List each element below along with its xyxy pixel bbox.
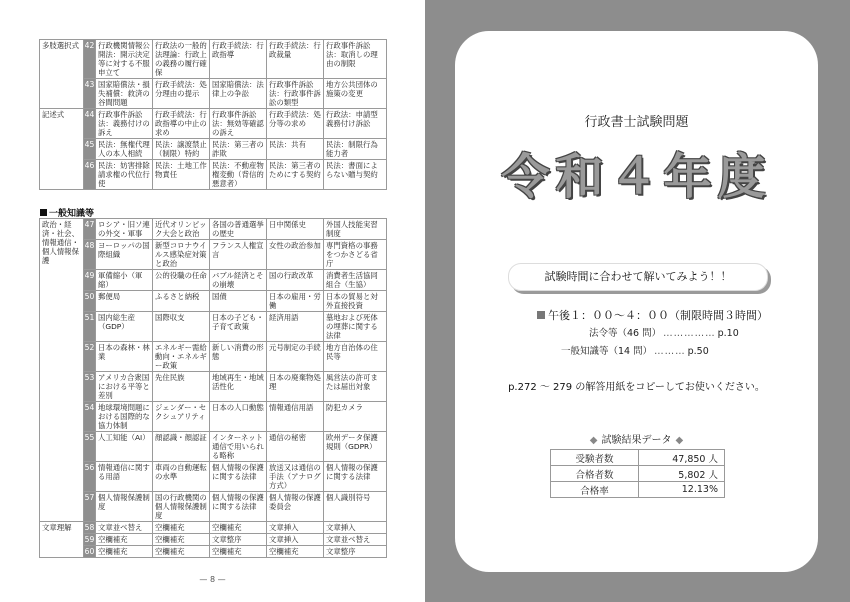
- result-label: 受験者数: [551, 450, 639, 466]
- topic-cell: 民法：書面によらない贈与契約: [324, 160, 387, 190]
- table-row: [40, 160, 387, 190]
- question-number: 54: [84, 402, 96, 432]
- topic-cell: 日本の廃棄物処理: [267, 372, 324, 402]
- topic-cell: 民法：土地工作物責任: [153, 160, 210, 190]
- question-number: 48: [84, 240, 96, 270]
- topic-cell: 文章並べ替え: [324, 534, 387, 546]
- topic-cell: 個人情報保護制度: [96, 492, 153, 522]
- topic-cell: 個人情報の保護に関する法律: [210, 492, 267, 522]
- question-number: 42: [84, 40, 96, 79]
- copy-note: p.272 ～ 279 の解答用紙をコピーしてお使いください。: [508, 382, 765, 393]
- result-row: [551, 450, 725, 466]
- topic-cell: フランス人権宣言: [210, 240, 267, 270]
- result-value: 5,802 人: [639, 466, 725, 482]
- topic-cell: 国家賠償法・損失補償：救済の谷間問題: [96, 79, 153, 109]
- square-bullet-icon: [40, 209, 47, 216]
- topic-cell: 行政手続法：行政裁量: [267, 40, 324, 79]
- topic-cell: 新型コロナウイルス感染症対策と政治: [153, 240, 210, 270]
- topic-cell: 顔認識・顔認証: [153, 432, 210, 462]
- topic-cell: 空欄補充: [210, 522, 267, 534]
- question-number: 55: [84, 432, 96, 462]
- upper-question-table: [39, 39, 387, 190]
- topic-cell: インターネット通信で用いられる略称: [210, 432, 267, 462]
- category-cell: 記述式: [40, 109, 84, 190]
- topic-cell: 行政手続法：行政指導の中止の求め: [153, 109, 210, 139]
- page-number: — 8 —: [199, 575, 226, 584]
- topic-cell: 人工知能（AI）: [96, 432, 153, 462]
- table-row: [40, 219, 387, 240]
- topic-cell: 行政法：申請型義務付け訴訟: [324, 109, 387, 139]
- topic-cell: 女性の政治参加: [267, 240, 324, 270]
- result-label: 合格者数: [551, 466, 639, 482]
- topic-cell: 民法：共有: [267, 139, 324, 160]
- topic-cell: 民法：譲渡禁止（制限）特約: [153, 139, 210, 160]
- table-row: [40, 432, 387, 462]
- topic-cell: 外国人技能実習制度: [324, 219, 387, 240]
- topic-cell: 日本の森林・林業: [96, 342, 153, 372]
- topic-cell: 公的役職の任命: [153, 270, 210, 291]
- topic-cell: 文章挿入: [267, 534, 324, 546]
- topic-cell: ロシア・旧ソ連の外交・軍事: [96, 219, 153, 240]
- topic-cell: 郵便局: [96, 291, 153, 312]
- table-row: [40, 402, 387, 432]
- topic-cell: 行政手続法：行政指導: [210, 40, 267, 79]
- topic-cell: 元号制定の手続: [267, 342, 324, 372]
- topic-cell: 民法：不動産物権変動（背信的悪意者）: [210, 160, 267, 190]
- topic-cell: ふるさと納税: [153, 291, 210, 312]
- topic-cell: エネルギー需給動向・エネルギー政策: [153, 342, 210, 372]
- part-law: [589, 325, 739, 339]
- topic-cell: 国債: [210, 291, 267, 312]
- topic-cell: 各国の普通選挙の歴史: [210, 219, 267, 240]
- topic-cell: 専門資格の事務をつかさどる省庁: [324, 240, 387, 270]
- result-label: 合格率: [551, 482, 639, 498]
- topic-cell: 空欄補充: [96, 534, 153, 546]
- section-title-general-knowledge: 一般知識等: [40, 206, 94, 219]
- question-number: 58: [84, 523, 95, 532]
- topic-cell: 情報通信に関する用語: [96, 462, 153, 492]
- question-number: 45: [84, 139, 96, 160]
- table-row: [40, 79, 387, 109]
- question-number: 51: [84, 312, 96, 342]
- topic-cell: 文章整序: [324, 546, 387, 558]
- topic-cell: 文章整序: [210, 534, 267, 546]
- topic-cell: 行政事件訴訟法：義務付けの訴え: [96, 109, 153, 139]
- topic-cell: 空欄補充: [210, 546, 267, 558]
- table-row: [40, 342, 387, 372]
- category-cell: 多肢選択式: [40, 40, 84, 109]
- year-title: 令和４年度: [501, 149, 772, 205]
- topic-cell: 欧州データ保護規則（GDPR）: [324, 432, 387, 462]
- leader-dots: ………: [654, 346, 686, 357]
- topic-cell: 個人情報の保護に関する法律: [210, 462, 267, 492]
- table-row: [40, 270, 387, 291]
- slogan-banner: 試験時間に合わせて解いてみよう！！: [508, 263, 768, 291]
- topic-cell: 先住民族: [153, 372, 210, 402]
- topic-cell: 日本の子ども・子育て政策: [210, 312, 267, 342]
- topic-cell: 行政事件訴訟法：取消しの理由の制限: [324, 40, 387, 79]
- topic-cell: 行政法の一般的法理論：行政上の義務の履行確保: [153, 40, 210, 79]
- table-row: [40, 40, 387, 79]
- question-number: 53: [84, 372, 96, 402]
- topic-cell: 国の行政機関の個人情報保護制度: [153, 492, 210, 522]
- topic-cell: 民法：制限行為能力者: [324, 139, 387, 160]
- part-page: p.50: [687, 346, 709, 357]
- topic-cell: 日本の貿易と対外直接投資: [324, 291, 387, 312]
- topic-cell: 情報通信用語: [267, 402, 324, 432]
- question-number: 60: [84, 547, 95, 556]
- category-cell: 政治・経済・社会、情報通信・個人情報保護: [40, 219, 84, 522]
- topic-cell: 消費者生活協同組合（生協）: [324, 270, 387, 291]
- leader-dots: ……………: [663, 328, 716, 339]
- topic-cell: 個人情報の保護に関する法律: [324, 462, 387, 492]
- topic-cell: 行政機関情報公開法：開示決定等に対する不服申立て: [96, 40, 153, 79]
- topic-cell: 文章並べ替え: [96, 522, 153, 534]
- topic-cell: ジェンダー・セクシュアリティ: [153, 402, 210, 432]
- topic-cell: 民法：無権代理人の本人相続: [96, 139, 153, 160]
- diamond-icon: ◆: [675, 435, 684, 446]
- topic-cell: 国の行政改革: [267, 270, 324, 291]
- result-value: 12.13%: [639, 482, 725, 498]
- topic-cell: 防犯カメラ: [324, 402, 387, 432]
- table-row: [40, 109, 387, 139]
- topic-cell: 空欄補充: [153, 534, 210, 546]
- topic-cell: 行政手続法：処分等の求め: [267, 109, 324, 139]
- topic-cell: 放送又は通信の手法（アナログ方式）: [267, 462, 324, 492]
- topic-cell: 個人識別符号: [324, 492, 387, 522]
- part-page: p.10: [717, 328, 739, 339]
- topic-cell: 文章挿入: [267, 522, 324, 534]
- topic-cell: 日本の人口動態: [210, 402, 267, 432]
- topic-cell: 空欄補充: [153, 546, 210, 558]
- question-number: 44: [84, 109, 96, 139]
- result-row: [551, 466, 725, 482]
- topic-cell: 日中関係史: [267, 219, 324, 240]
- topic-cell: 経済用語: [267, 312, 324, 342]
- result-title: ◆ 試験結果データ ◆: [589, 435, 684, 446]
- topic-cell: 軍備縮小（軍縮）: [96, 270, 153, 291]
- result-value: 47,850 人: [639, 450, 725, 466]
- result-table: [550, 449, 725, 498]
- question-number: 52: [84, 342, 96, 372]
- question-number: 43: [84, 79, 96, 109]
- topic-cell: 地方公共団体の施策の変更: [324, 79, 387, 109]
- table-row: [40, 240, 387, 270]
- question-number: 56: [84, 462, 96, 492]
- table-row: [40, 492, 387, 522]
- topic-cell: 個人情報の保護委員会: [267, 492, 324, 522]
- topic-cell: 近代オリンピック大会と政治: [153, 219, 210, 240]
- topic-cell: 日本の雇用・労働: [267, 291, 324, 312]
- table-row: [40, 291, 387, 312]
- cover-card: [455, 31, 818, 572]
- topic-cell: 風営法の許可または届出対象: [324, 372, 387, 402]
- topic-cell: 行政事件訴訟法：無効等確認の訴え: [210, 109, 267, 139]
- table-row: [40, 312, 387, 342]
- topic-cell: 国家賠償法：法律上の争訟: [210, 79, 267, 109]
- category-cell: 文章理解: [40, 522, 84, 558]
- topic-cell: 国内総生産（GDP）: [96, 312, 153, 342]
- exam-name: 行政書士試験問題: [584, 115, 689, 130]
- part-label: 一般知識等（14 問）: [561, 346, 653, 357]
- topic-cell: 空欄補充: [267, 546, 324, 558]
- question-number: 59: [84, 535, 95, 544]
- question-number: 57: [84, 492, 96, 522]
- question-number: 49: [84, 270, 96, 291]
- topic-cell: 民法：妨害排除請求権の代位行使: [96, 160, 153, 190]
- topic-cell: 車両の自動運転の水準: [153, 462, 210, 492]
- topic-cell: 行政手続法：処分理由の提示: [153, 79, 210, 109]
- topic-cell: 文章挿入: [324, 522, 387, 534]
- exam-time: 午後１：００～４：００（制限時間３時間）: [537, 307, 768, 323]
- lower-question-table: [39, 218, 387, 558]
- topic-cell: バブル経済とその崩壊: [210, 270, 267, 291]
- topic-cell: ヨーロッパの国際組織: [96, 240, 153, 270]
- table-row: [40, 462, 387, 492]
- topic-cell: 地球環境問題における国際的な協力体制: [96, 402, 153, 432]
- topic-cell: 新しい消費の形態: [210, 342, 267, 372]
- part-label: 法令等（46 問）: [589, 328, 662, 339]
- table-row: [40, 534, 387, 546]
- topic-cell: 民法：第三者のためにする契約: [267, 160, 324, 190]
- topic-cell: 地方自治体の住民等: [324, 342, 387, 372]
- topic-cell: 国際収支: [153, 312, 210, 342]
- diamond-icon: ◆: [589, 435, 598, 446]
- topic-cell: 墓地および死体の埋葬に関する法律: [324, 312, 387, 342]
- topic-cell: 通信の秘密: [267, 432, 324, 462]
- question-number: 47: [84, 219, 96, 240]
- table-row: [40, 546, 387, 558]
- topic-cell: 行政事件訴訟法：行政事件訴訟の類型: [267, 79, 324, 109]
- topic-cell: 空欄補充: [96, 546, 153, 558]
- table-row: [40, 139, 387, 160]
- table-row: [40, 522, 387, 534]
- topic-cell: 地域再生・地域活性化: [210, 372, 267, 402]
- topic-cell: アメリカ合衆国における平等と差別: [96, 372, 153, 402]
- result-row: [551, 482, 725, 498]
- question-number: 50: [84, 291, 96, 312]
- topic-cell: 民法：第三者の詐欺: [210, 139, 267, 160]
- topic-cell: 空欄補充: [153, 522, 210, 534]
- part-general: [561, 343, 709, 357]
- question-number: 46: [84, 160, 96, 190]
- table-row: [40, 372, 387, 402]
- square-bullet-icon: [537, 311, 545, 319]
